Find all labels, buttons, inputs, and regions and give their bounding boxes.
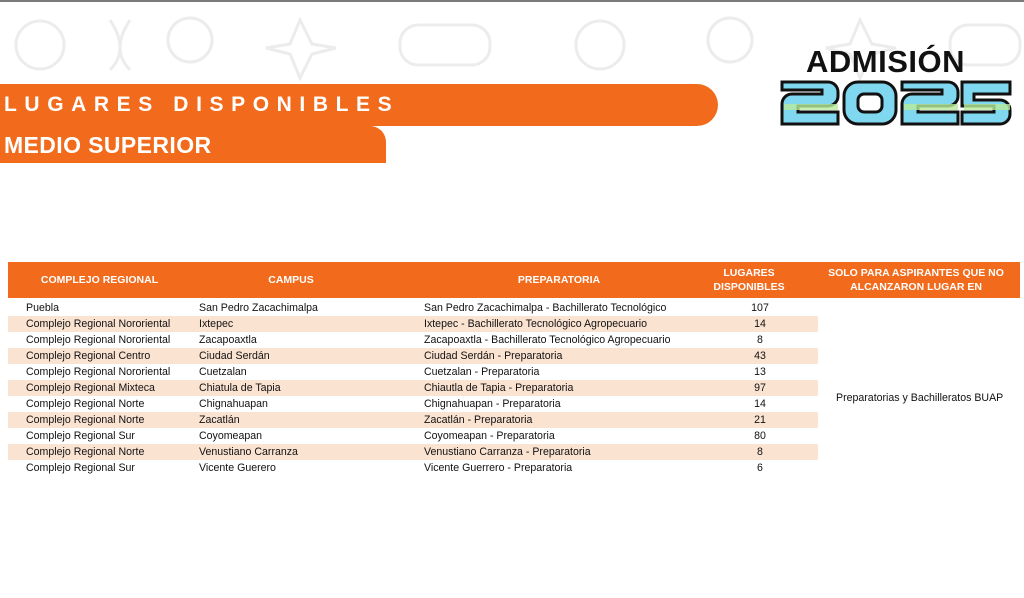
cell-complejo: Complejo Regional Mixteca (26, 382, 155, 394)
column-header-solo-aspirantes: SOLO PARA ASPIRANTES QUE NO ALCANZARON LUGAR EN (828, 267, 1004, 293)
logo-text: ADMISIÓN (806, 44, 965, 79)
cell-lugares: 8 (757, 446, 763, 458)
cell-complejo: Complejo Regional Sur (26, 462, 135, 474)
cell-lugares: 107 (751, 302, 769, 314)
column-header-preparatoria: PREPARATORIA (517, 274, 601, 286)
table-row (8, 412, 818, 428)
banner-title: LUGARES DISPONIBLES (4, 93, 400, 116)
cell-preparatoria: Chignahuapan - Preparatoria (424, 398, 561, 410)
cell-campus: Chiatula de Tapia (199, 382, 281, 394)
cell-preparatoria: Venustiano Carranza - Preparatoria (424, 446, 591, 458)
cell-campus: Chignahuapan (199, 398, 268, 410)
cell-campus: Vicente Guerero (199, 462, 276, 474)
cell-preparatoria: Ixtepec - Bachillerato Tecnológico Agropecuario (424, 318, 647, 330)
cell-lugares: 80 (754, 430, 766, 442)
cell-campus: San Pedro Zacachimalpa (199, 302, 318, 314)
cell-campus: Zacatlán (199, 414, 240, 426)
table-row (8, 396, 818, 412)
table-row (8, 444, 818, 460)
cell-lugares: 43 (754, 350, 766, 362)
cell-complejo: Puebla (26, 302, 59, 314)
cell-preparatoria: Chiautla de Tapia - Preparatoria (424, 382, 574, 394)
cell-preparatoria: San Pedro Zacachimalpa - Bachillerato Tecnológico (424, 302, 667, 314)
table-row (8, 380, 818, 396)
admision-logo (778, 42, 1018, 132)
subtitle-banner (0, 126, 386, 163)
cell-campus: Zacapoaxtla (199, 334, 257, 346)
cell-complejo: Complejo Regional Nororiental (26, 366, 171, 378)
column-header-campus: CAMPUS (268, 274, 314, 286)
cell-lugares: 21 (754, 414, 766, 426)
title-banner (0, 84, 718, 126)
cell-preparatoria: Ciudad Serdán - Preparatoria (424, 350, 563, 362)
table-row (8, 332, 818, 348)
cell-complejo: Complejo Regional Norte (26, 414, 145, 426)
cell-lugares: 14 (754, 398, 766, 410)
logo-year-graphic (778, 76, 1014, 128)
cell-preparatoria: Vicente Guerrero - Preparatoria (424, 462, 573, 474)
column-header-complejo: COMPLEJO REGIONAL (40, 274, 159, 286)
cell-complejo: Complejo Regional Sur (26, 430, 135, 442)
table-row (8, 316, 818, 332)
cell-complejo: Complejo Regional Nororiental (26, 318, 171, 330)
column-header-lugares: LUGARES DISPONIBLES (713, 267, 785, 293)
table-row (8, 364, 818, 380)
table-row (8, 300, 818, 316)
cell-campus: Coyomeapan (199, 430, 263, 442)
cell-lugares: 6 (757, 462, 763, 474)
cell-preparatoria: Coyomeapan - Preparatoria (424, 430, 555, 442)
cell-complejo: Complejo Regional Norte (26, 446, 145, 458)
cell-lugares: 97 (754, 382, 766, 394)
cell-lugares: 8 (757, 334, 763, 346)
cell-complejo: Complejo Regional Norte (26, 398, 145, 410)
cell-campus: Ixtepec (199, 318, 234, 330)
banner-subtitle: MEDIO SUPERIOR (4, 132, 212, 158)
cell-complejo: Complejo Regional Centro (26, 350, 151, 362)
cell-lugares: 13 (754, 366, 766, 378)
eligibility-note: Preparatorias y Bachilleratos BUAP (836, 392, 1004, 404)
cell-campus: Venustiano Carranza (199, 446, 298, 458)
table-row (8, 348, 818, 364)
cell-preparatoria: Cuetzalan - Preparatoria (424, 366, 540, 378)
cell-preparatoria: Zacapoaxtla - Bachillerato Tecnológico Agropecuario (424, 334, 671, 346)
table-row (8, 460, 818, 476)
table-row (8, 428, 818, 444)
cell-campus: Cuetzalan (199, 366, 247, 378)
cell-lugares: 14 (754, 318, 766, 330)
cell-campus: Ciudad Serdán (199, 350, 270, 362)
cell-complejo: Complejo Regional Nororiental (26, 334, 171, 346)
cell-preparatoria: Zacatlán - Preparatoria (424, 414, 533, 426)
